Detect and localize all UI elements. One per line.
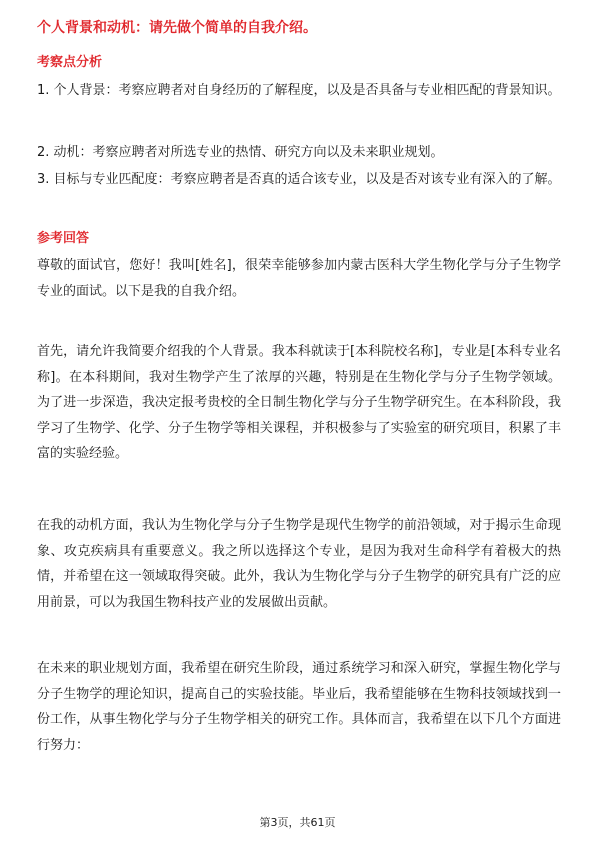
answer-heading: 参考回答	[37, 231, 90, 246]
answer-paragraph-4: 在未来的职业规划方面，我希望在研究生阶段，通过系统学习和深入研究，掌握生物化学与分子生物学的理论知识，提高自己的实验技能。毕业后，我希望能够在生物科技领域找到一份工作，从事生物化学与分子生物学相关的研究工作。具体而言，我希望在以下几个方面进行努力：	[37, 661, 561, 753]
answer-paragraph-1: 尊敬的面试官，您好！我叫[姓名]，很荣幸能够参加内蒙古医科大学生物化学与分子生物学专业的面试。以下是我的自我介绍。	[37, 258, 561, 299]
question-title: 个人背景和动机：请先做个简单的自我介绍。	[37, 20, 317, 36]
analysis-point-1: 1. 个人背景：考察应聘者对自身经历的了解程度，以及是否具备与专业相匹配的背景知识。	[37, 83, 561, 98]
page-number: 第3页，共61页	[259, 816, 336, 829]
answer-paragraph-2: 首先，请允许我简要介绍我的个人背景。我本科就读于[本科院校名称]，专业是[本科专业名称]。在本科期间，我对生物学产生了浓厚的兴趣，特别是在生物化学与分子生物学领域。为了进一步深造，我决定报考贵校的全日制生物化学与分子生物学研究生。在本科阶段，我学习了生物学、化学、分子生物学等相关课程，并积极参与了实验室的研究项目，积累了丰富的实验经验。	[37, 344, 561, 461]
analysis-point-2: 2. 动机：考察应聘者对所选专业的热情、研究方向以及未来职业规划。	[37, 145, 444, 160]
analysis-heading: 考察点分析	[37, 55, 103, 70]
answer-paragraph-3: 在我的动机方面，我认为生物化学与分子生物学是现代生物学的前沿领域，对于揭示生命现象、攻克疾病具有重要意义。我之所以选择这个专业，是因为我对生命科学有着极大的热情，并希望在这一领域取得突破。此外，我认为生物化学与分子生物学的研究具有广泛的应用前景，可以为我国生物科技产业的发展做出贡献。	[37, 518, 561, 610]
analysis-point-3: 3. 目标与专业匹配度：考察应聘者是否真的适合该专业，以及是否对该专业有深入的了解。	[37, 172, 561, 187]
